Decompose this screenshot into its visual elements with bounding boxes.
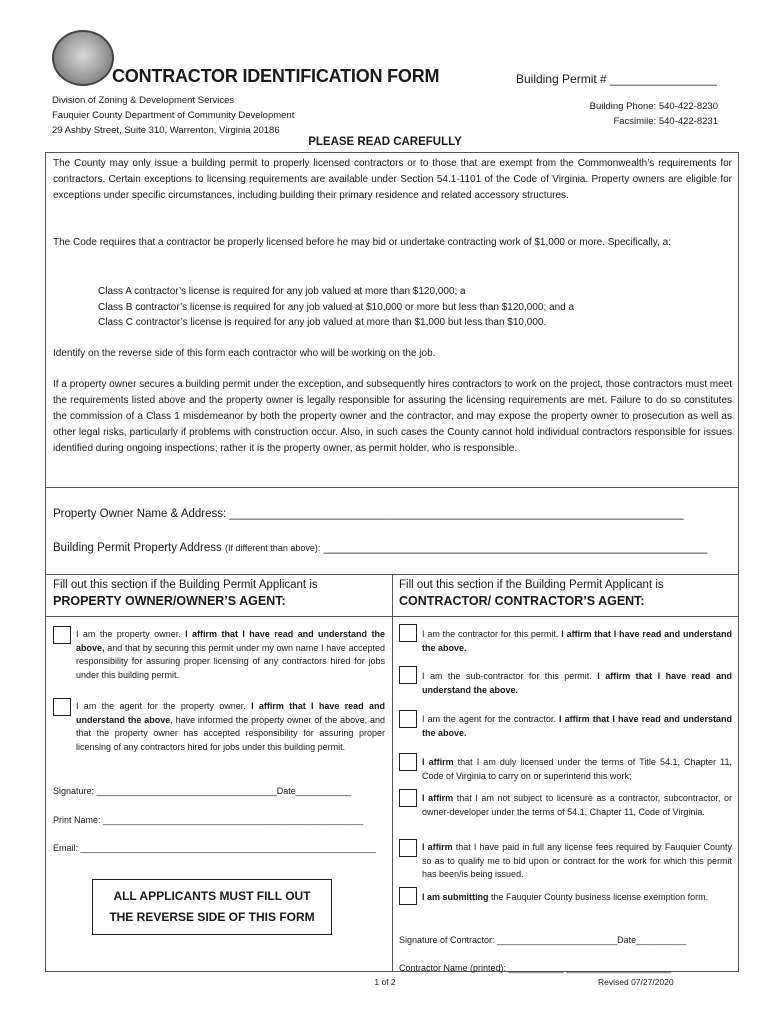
agency-contact (590, 99, 718, 129)
please-read-heading: PLEASE READ CAREFULLY (308, 136, 462, 148)
divider (392, 616, 739, 617)
subcontractor-affirm-text: I affirm that I have read and understand the above. (422, 671, 732, 695)
county-seal-icon (52, 30, 114, 86)
license-classes (98, 284, 574, 331)
owner-section-heading: PROPERTY OWNER/OWNER’S AGENT: (53, 594, 286, 608)
exemption-form-checkbox[interactable] (399, 887, 417, 905)
licensed-statement (422, 756, 732, 783)
intro-paragraph: The County may only issue a building permit to properly licensed contractors or to those that are exempt from the Commonwealth’s requirements for contractors. Certain exceptions to licensing requirements are available under Section 54.1-1101 of the Code of Virginia. Property owners are eligible for exceptions under specific circumstances, including building their primary residence and related accessory structures. (53, 158, 732, 201)
not-subject-affirm-text: I affirm (422, 793, 454, 803)
code-paragraph: The Code requires that a contractor be properly licensed before he may bid or undertake contracting work of $1,000 or more. Specifically, a: (53, 237, 671, 248)
owner-agent-statement-detail: , have informed the property owner of the above, and that the property owner has accepted responsibility for assuring proper licensing of any contractors hired for jobs under this building permit. (76, 714, 385, 752)
owner-email-field[interactable]: Email: ___________________________________________________________ (53, 843, 376, 853)
owner-agent-checkbox[interactable] (53, 698, 71, 716)
licensed-checkbox[interactable] (399, 753, 417, 771)
form-title: CONTRACTOR IDENTIFICATION FORM (112, 66, 440, 86)
owner-statement-detail: and that by securing this permit under my own name I have accepted responsibility for assuring proper licensing of any contractors hired for jobs under this building permit. (76, 642, 385, 680)
property-owner-field[interactable] (53, 508, 684, 520)
licensed-statement-detail: that I am duly licensed under the terms of Title 54.1, Chapter 11, Code of Virginia to carry on or superintend this work; (422, 757, 732, 781)
not-subject-statement-detail: that I am not subject to licensure as a contractor, subcontractor, or owner-developer under the terms of 54.1, Chapter 11, Code of Virginia. (422, 793, 732, 817)
fees-paid-checkbox[interactable] (399, 839, 417, 857)
fees-paid-statement (422, 841, 732, 882)
subcontractor-statement-text: I am the sub-contractor for this permit. (422, 671, 592, 681)
reverse-side-callout (92, 879, 332, 935)
contractor-section-intro: Fill out this section if the Building Permit Applicant is (399, 579, 664, 591)
phone-number: Building Phone: 540-422-8230 (589, 101, 718, 112)
contractor-statement-text: I am the contractor for this permit. (422, 629, 559, 639)
subcontractor-checkbox[interactable] (399, 666, 417, 684)
owner-affirm-text: I affirm that I have read and understand the above, (76, 629, 385, 653)
property-address-label: Building Permit Property Address (53, 542, 222, 554)
owner-signature-field[interactable]: Signature: ____________________________________Date___________ (53, 786, 351, 796)
exemption-form-detail: the Fauquier County business license exemption form. (491, 892, 709, 902)
address-line: Division of Zoning & Development Services (52, 95, 235, 106)
contractor-section-header (399, 577, 735, 610)
contractor-agent-statement (422, 713, 732, 740)
property-address-note: (If different than above): (224, 543, 321, 553)
contractor-name-field[interactable]: Contractor Name (printed): ___________ _____________________ (399, 963, 672, 973)
class-a-line: Class A contractor’s license is required for any job valued at more than $120,000; a (98, 286, 466, 297)
identify-paragraph: Identify on the reverse side of this form each contractor who will be working on the job. (53, 348, 436, 359)
exemption-form-bold-text: I am submitting (422, 892, 489, 902)
property-owner-line[interactable]: _______________________________________________________________________ (229, 508, 684, 520)
property-address-field[interactable] (53, 542, 707, 554)
contractor-agent-checkbox[interactable] (399, 710, 417, 728)
owner-print-name-field[interactable]: Print Name: ____________________________________________________ (53, 815, 364, 825)
permit-number-field[interactable]: Building Permit # ________________ (516, 72, 717, 86)
fax-number: Facsimile: 540-422-8231 (613, 116, 718, 127)
licensed-affirm-text: I affirm (422, 757, 454, 767)
owner-checkbox[interactable] (53, 626, 71, 644)
fees-paid-affirm-text: I affirm (422, 842, 453, 852)
class-b-line: Class B contractor’s license is required for any job valued at $10,000 or more but less than $120,000; and a (98, 301, 575, 313)
address-line: 29 Ashby Street, Suite 310, Warrenton, Virginia 20186 (52, 125, 280, 136)
property-owner-label: Property Owner Name & Address: (53, 508, 227, 520)
owner-statement-text: I am the property owner. (76, 629, 181, 639)
not-subject-statement (422, 792, 732, 819)
owner-agent-statement-text: I am the agent for the property owner. (76, 701, 246, 711)
owner-responsibility-paragraph: If a property owner secures a building permit under the exception, and subsequently hires contractors to work on the project, those contractors must meet the requirements listed above and the property owner is legally responsible for assuring the licensing requirements are met. Failure to do so constitutes the commission of a Class 1 misdemeanor by both the property owner and the contractor, and may expose the property owner to prosecution as well as other legal risks, particularly if problems with construction occur. Also, in such cases the County cannot hold individual contractors responsible for issues identified during ongoing inspections; rather it is the property owner, as permit holder, who is responsible. (53, 379, 732, 454)
contractor-section-heading: CONTRACTOR/ CONTRACTOR’S AGENT: (399, 594, 645, 608)
subcontractor-statement (422, 670, 732, 697)
fees-paid-statement-detail: that I have paid in full any license fees required by Fauquier County so as to qualify me to bid upon or contract for the work for which this permit has been/is being issued. (422, 842, 732, 879)
divider (45, 616, 392, 617)
contractor-agent-affirm-text: I affirm that I have read and understand the above. (422, 714, 732, 738)
contractor-affirm-text: I affirm that I have read and understand the above. (422, 629, 732, 653)
revision-date: Revised 07/27/2020 (598, 977, 674, 987)
page-number: 1 of 2 (374, 977, 396, 987)
contractor-statement (422, 628, 732, 655)
exemption-form-statement (422, 891, 732, 905)
class-c-line: Class C contractor’s license is required for any job valued at more than $1,000 but less than $10,000. (98, 317, 547, 328)
contractor-signature-field[interactable]: Signature of Contractor: ________________________Date__________ (399, 935, 687, 945)
column-divider (392, 574, 393, 972)
callout-line: ALL APPLICANTS MUST FILL OUT (113, 889, 311, 903)
property-address-line[interactable]: ____________________________________________________________ (323, 542, 708, 554)
owner-section-header (53, 577, 388, 610)
contractor-checkbox[interactable] (399, 624, 417, 642)
owner-agent-statement (76, 700, 385, 754)
agency-address (52, 93, 294, 138)
divider (45, 487, 739, 488)
address-line: Fauquier County Department of Community Development (52, 110, 295, 121)
callout-line: THE REVERSE SIDE OF THIS FORM (109, 910, 315, 924)
contractor-agent-statement-text: I am the agent for the contractor. (422, 714, 556, 724)
owner-section-intro: Fill out this section if the Building Permit Applicant is (53, 579, 318, 591)
owner-statement (76, 628, 385, 682)
owner-agent-affirm-text: I affirm that I have read and understand the above (76, 701, 385, 725)
not-subject-checkbox[interactable] (399, 789, 417, 807)
